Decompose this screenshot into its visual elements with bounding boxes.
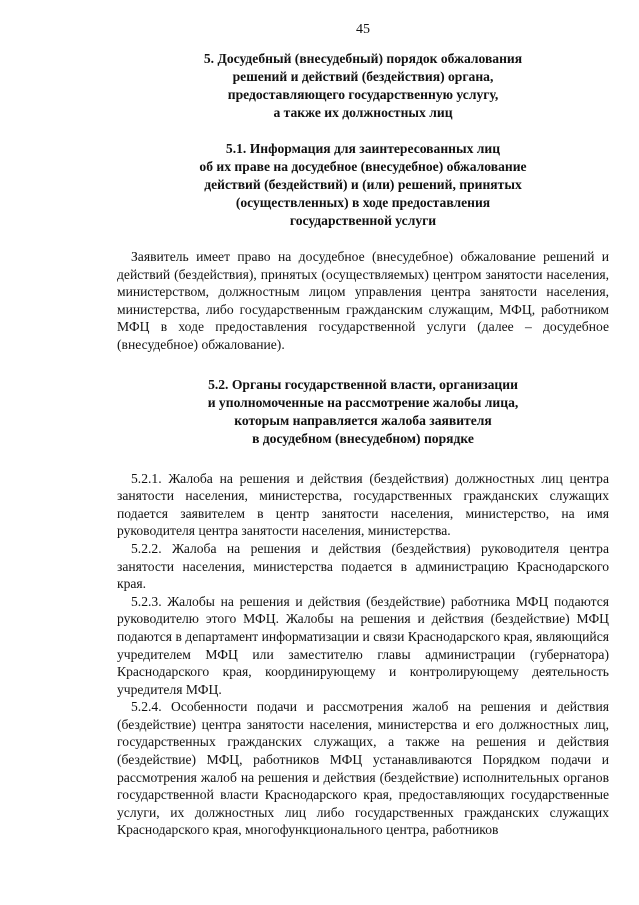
section-5-1-title-line: об их праве на досудебное (внесудебное) обжалование [199,159,527,174]
page-number: 45 [356,22,370,37]
section-5-title-line: решений и действий (бездействия) органа, [232,69,494,84]
section-5-2-title-line: в досудебном (внесудебном) порядке [252,430,474,446]
section-5-1-title-line: (осуществленных) в ходе предоставления [235,195,491,210]
section-5-1-title-line: действий (бездействий) и (или) решений, принятых [204,177,522,192]
section-5-1-title-line: 5.1. Информация для заинтересованных лиц [225,141,501,156]
section-5-title-line: а также их должностных лиц [273,105,453,120]
section-5-1-title [117,140,609,230]
section-5-2-title [117,376,609,448]
section-5-2-title-line: которым направляется жалоба заявителя [234,412,492,428]
paragraph-5-2-2: 5.2.2. Жалоба на решения и действия (бездействия) руководителя центра занятости населения, министерства подается в администрацию Краснодарского края. [117,540,609,592]
paragraph-5-2-4: 5.2.4. Особенности подачи и рассмотрения жалоб на решения и действия (бездействие) центра занятости населения, министерства и его должностных лиц, государственных гражданских служащих, а также на решения и действия (бездействие) МФЦ, работников МФЦ устанавливаются Порядком подачи и рассмотрения жалоб на решения и действия (бездействие) исполнительных органов государственной власти Краснодарского края, предоставляющих государственные услуги, их должностных лиц либо государственных гражданских служащих Краснодарского края, многофункционального центра, работников [117,699,609,838]
paragraph-5-2-1: 5.2.1. Жалоба на решения и действия (бездействия) должностных лиц центра занятости населения, министерства, государственных гражданских служащих подается заявителем в центр занятости населения, министерство, на имя руководителя центра занятости населения, министерства. [117,470,609,539]
section-5-2-title-line: 5.2. Органы государственной власти, организации [208,376,518,392]
section-5-1-paragraph: Заявитель имеет право на досудебное (внесудебное) обжалование решений и действий (бездействия), принятых (осуществляемых) центром занятости населения, министерством, должностным лицом управления центра занятости населения, министерства, либо государственным гражданским служащим, МФЦ, работником МФЦ в ходе предоставления государственной услуги (далее – досудебное (внесудебное) обжалование). [117,249,609,352]
section-5-title [117,50,609,122]
section-5-title-line: 5. Досудебный (внесудебный) порядок обжалования [203,51,523,66]
section-5-1-title-line: государственной услуги [289,213,437,228]
paragraph-5-2-3: 5.2.3. Жалобы на решения и действия (бездействие) работника МФЦ подаются руководителю этого МФЦ. Жалобы на решения и действия (бездействие) МФЦ подаются в департамент информатизации и связи Краснодарского края, являющийся учредителем МФЦ или заместителю главы администрации (губернатора) Краснодарского края, координирующему и контролирующему деятельность учредителя МФЦ. [117,593,609,697]
section-5-2-title-line: и уполномоченные на рассмотрение жалобы лица, [207,394,519,410]
section-5-title-line: предоставляющего государственную услугу, [227,87,499,102]
